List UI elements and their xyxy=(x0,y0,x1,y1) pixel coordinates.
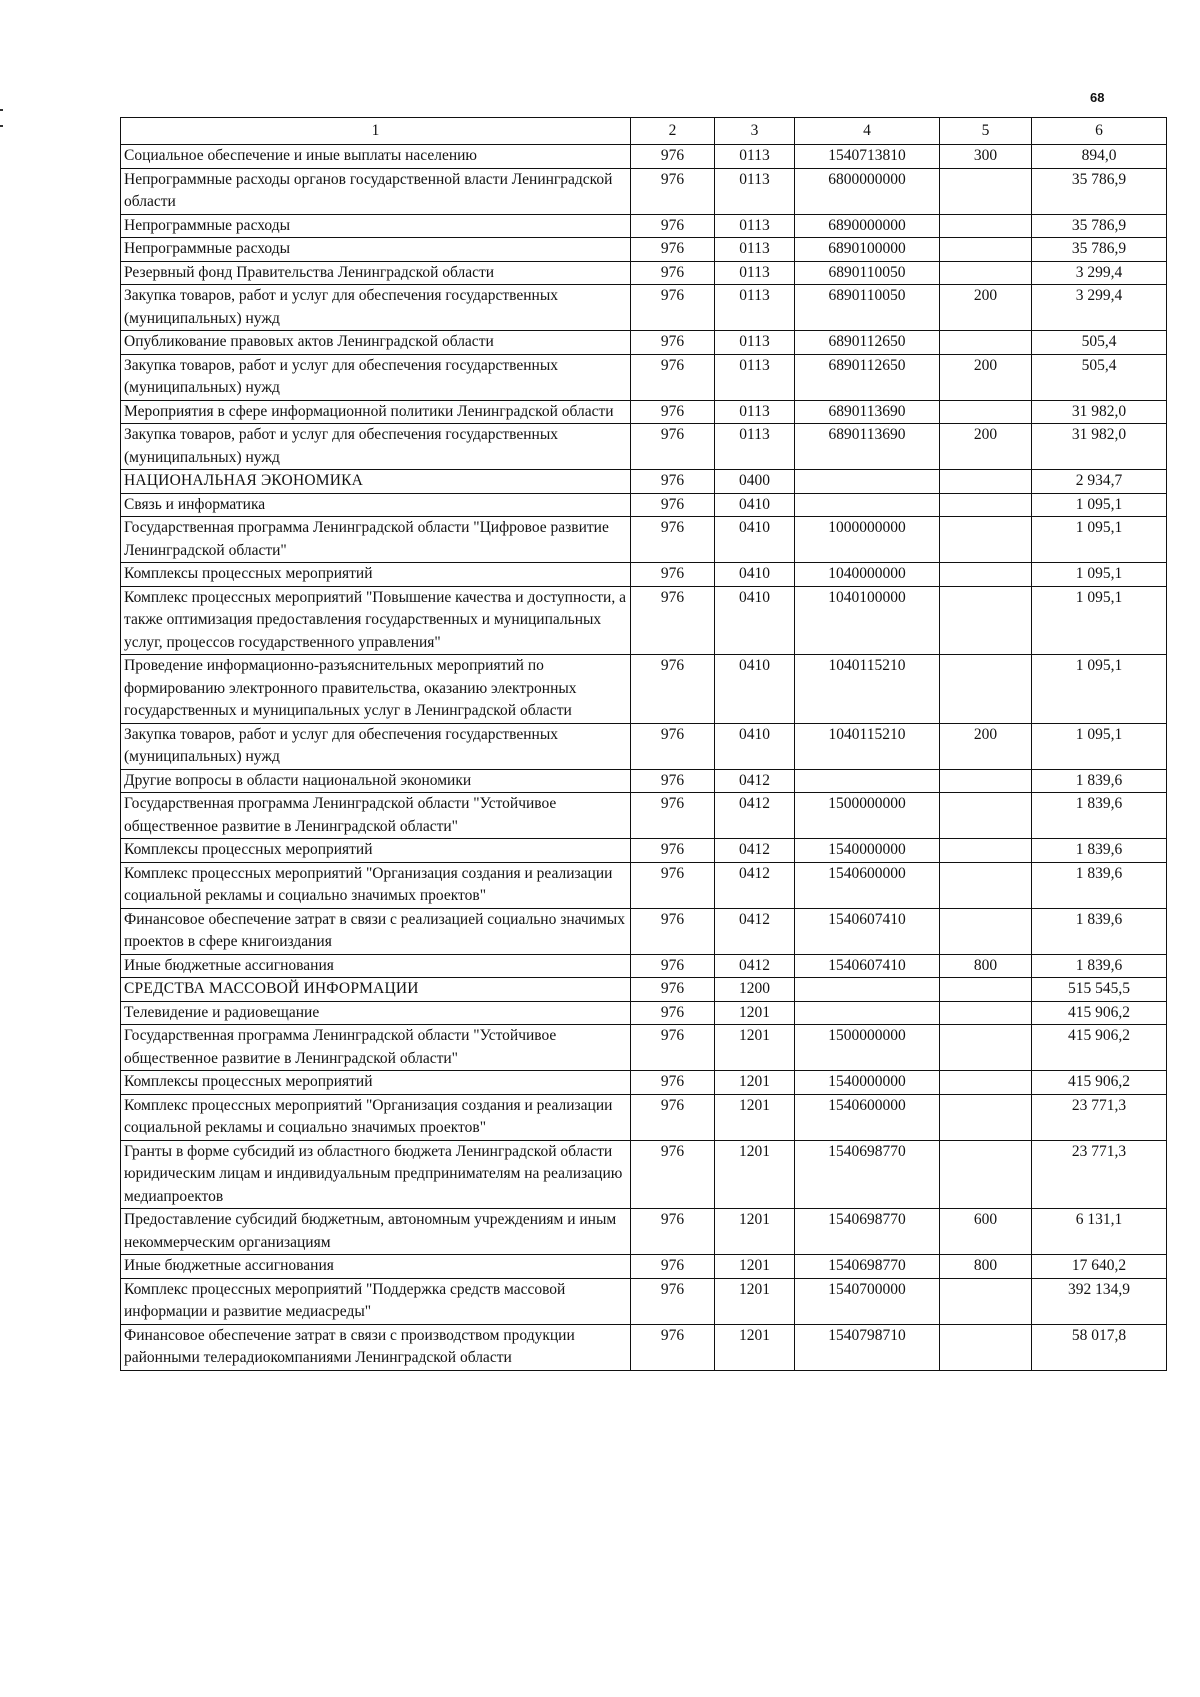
cell-expense-type-code: 200 xyxy=(940,723,1032,769)
cell-section-code: 0410 xyxy=(715,493,795,517)
header-cell-1: 1 xyxy=(121,118,631,145)
table-row xyxy=(121,908,1167,954)
table-row xyxy=(121,400,1167,424)
cell-expense-type-code xyxy=(940,978,1032,1002)
cell-amount: 31 982,0 xyxy=(1032,424,1167,470)
cell-expense-type-code: 600 xyxy=(940,1209,1032,1255)
cell-expense-type-code xyxy=(940,1094,1032,1140)
cell-section-code: 1201 xyxy=(715,1255,795,1279)
cell-name: Финансовое обеспечение затрат в связи с производством продукции районными телерадиокомпаниями Ленинградской области xyxy=(121,1324,631,1370)
cell-section-code: 1201 xyxy=(715,1209,795,1255)
table-row xyxy=(121,563,1167,587)
cell-target-item-code: 1500000000 xyxy=(795,793,940,839)
cell-department-code: 976 xyxy=(631,261,715,285)
cell-expense-type-code xyxy=(940,493,1032,517)
cell-target-item-code: 1540698770 xyxy=(795,1209,940,1255)
cell-amount: 35 786,9 xyxy=(1032,168,1167,214)
cell-amount: 415 906,2 xyxy=(1032,1071,1167,1095)
table-row xyxy=(121,1025,1167,1071)
cell-target-item-code: 1540798710 xyxy=(795,1324,940,1370)
cell-department-code: 976 xyxy=(631,723,715,769)
cell-expense-type-code xyxy=(940,214,1032,238)
header-cell-4: 4 xyxy=(795,118,940,145)
cell-name: Комплекс процессных мероприятий "Организация создания и реализации социальной рекламы и социально значимых проектов" xyxy=(121,1094,631,1140)
cell-expense-type-code xyxy=(940,1324,1032,1370)
cell-target-item-code: 1540698770 xyxy=(795,1255,940,1279)
cell-expense-type-code: 800 xyxy=(940,954,1032,978)
cell-amount: 1 839,6 xyxy=(1032,839,1167,863)
cell-expense-type-code: 800 xyxy=(940,1255,1032,1279)
cell-section-code: 0412 xyxy=(715,862,795,908)
table-row xyxy=(121,517,1167,563)
cell-department-code: 976 xyxy=(631,424,715,470)
cell-section-code: 0412 xyxy=(715,839,795,863)
cell-amount: 1 839,6 xyxy=(1032,793,1167,839)
cell-amount: 3 299,4 xyxy=(1032,285,1167,331)
cell-expense-type-code xyxy=(940,261,1032,285)
cell-section-code: 0113 xyxy=(715,424,795,470)
cell-name: Финансовое обеспечение затрат в связи с реализацией социально значимых проектов в сфере книгоиздания xyxy=(121,908,631,954)
cell-section-code: 0400 xyxy=(715,470,795,494)
cell-amount: 3 299,4 xyxy=(1032,261,1167,285)
cell-name: Комплекс процессных мероприятий "Организация создания и реализации социальной рекламы и социально значимых проектов" xyxy=(121,862,631,908)
cell-name: Гранты в форме субсидий из областного бюджета Ленинградской области юридическим лицам и индивидуальным предпринимателям на реализацию медиапроектов xyxy=(121,1140,631,1209)
cell-name: Комплексы процессных мероприятий xyxy=(121,839,631,863)
table-body xyxy=(121,145,1167,1371)
cell-department-code: 976 xyxy=(631,400,715,424)
cell-amount: 1 095,1 xyxy=(1032,586,1167,655)
cell-department-code: 976 xyxy=(631,470,715,494)
cell-department-code: 976 xyxy=(631,839,715,863)
cell-department-code: 976 xyxy=(631,331,715,355)
cell-amount: 2 934,7 xyxy=(1032,470,1167,494)
budget-table xyxy=(120,117,1167,1371)
cell-section-code: 0113 xyxy=(715,354,795,400)
cell-amount: 31 982,0 xyxy=(1032,400,1167,424)
cell-target-item-code: 1040115210 xyxy=(795,723,940,769)
cell-section-code: 0113 xyxy=(715,285,795,331)
cell-section-code: 0113 xyxy=(715,400,795,424)
cell-target-item-code xyxy=(795,769,940,793)
cell-name: Предоставление субсидий бюджетным, автономным учреждениям и иным некоммерческим организациям xyxy=(121,1209,631,1255)
cell-amount: 23 771,3 xyxy=(1032,1140,1167,1209)
cell-department-code: 976 xyxy=(631,908,715,954)
cell-section-code: 0113 xyxy=(715,261,795,285)
cell-department-code: 976 xyxy=(631,145,715,169)
cell-target-item-code: 1040100000 xyxy=(795,586,940,655)
cell-amount: 1 839,6 xyxy=(1032,908,1167,954)
table-row xyxy=(121,723,1167,769)
cell-expense-type-code: 300 xyxy=(940,145,1032,169)
table-row xyxy=(121,655,1167,724)
table-row xyxy=(121,470,1167,494)
cell-amount: 35 786,9 xyxy=(1032,214,1167,238)
cell-department-code: 976 xyxy=(631,563,715,587)
cell-expense-type-code xyxy=(940,586,1032,655)
cell-amount: 515 545,5 xyxy=(1032,978,1167,1002)
cell-section-code: 0113 xyxy=(715,145,795,169)
cell-target-item-code: 1540600000 xyxy=(795,1094,940,1140)
cell-amount: 505,4 xyxy=(1032,331,1167,355)
cell-department-code: 976 xyxy=(631,214,715,238)
cell-expense-type-code xyxy=(940,563,1032,587)
cell-target-item-code: 6890112650 xyxy=(795,331,940,355)
cell-name: Закупка товаров, работ и услуг для обеспечения государственных (муниципальных) нужд xyxy=(121,354,631,400)
cell-name: Проведение информационно-разъяснительных мероприятий по формированию электронного правительства, оказанию электронных государственных и муниципальных услуг в Ленинградской области xyxy=(121,655,631,724)
cell-amount: 1 095,1 xyxy=(1032,655,1167,724)
table-row xyxy=(121,1140,1167,1209)
cell-amount: 17 640,2 xyxy=(1032,1255,1167,1279)
cell-name: Социальное обеспечение и иные выплаты населению xyxy=(121,145,631,169)
header-cell-5: 5 xyxy=(940,118,1032,145)
cell-section-code: 0412 xyxy=(715,769,795,793)
cell-expense-type-code xyxy=(940,400,1032,424)
table-row xyxy=(121,793,1167,839)
cell-amount: 1 839,6 xyxy=(1032,954,1167,978)
cell-section-code: 0410 xyxy=(715,586,795,655)
table-row xyxy=(121,839,1167,863)
cell-name: Иные бюджетные ассигнования xyxy=(121,954,631,978)
cell-amount: 1 095,1 xyxy=(1032,517,1167,563)
cell-amount: 505,4 xyxy=(1032,354,1167,400)
cell-name: СРЕДСТВА МАССОВОЙ ИНФОРМАЦИИ xyxy=(121,978,631,1002)
table-row xyxy=(121,1255,1167,1279)
cell-name: Государственная программа Ленинградской области "Цифровое развитие Ленинградской области" xyxy=(121,517,631,563)
cell-target-item-code: 1540698770 xyxy=(795,1140,940,1209)
cell-amount: 23 771,3 xyxy=(1032,1094,1167,1140)
cell-section-code: 1200 xyxy=(715,978,795,1002)
table-row xyxy=(121,1278,1167,1324)
table-row xyxy=(121,586,1167,655)
cell-department-code: 976 xyxy=(631,354,715,400)
cell-target-item-code: 6890110050 xyxy=(795,261,940,285)
cell-target-item-code: 1540700000 xyxy=(795,1278,940,1324)
cell-department-code: 976 xyxy=(631,285,715,331)
cell-target-item-code xyxy=(795,1001,940,1025)
cell-name: Комплексы процессных мероприятий xyxy=(121,563,631,587)
table-row xyxy=(121,285,1167,331)
cell-expense-type-code xyxy=(940,1025,1032,1071)
cell-target-item-code xyxy=(795,470,940,494)
cell-expense-type-code xyxy=(940,839,1032,863)
cell-name: Комплекс процессных мероприятий "Поддержка средств массовой информации и развитие медиасреды" xyxy=(121,1278,631,1324)
cell-amount: 894,0 xyxy=(1032,145,1167,169)
cell-department-code: 976 xyxy=(631,238,715,262)
cell-section-code: 1201 xyxy=(715,1071,795,1095)
table-row xyxy=(121,1324,1167,1370)
cell-target-item-code: 1540000000 xyxy=(795,1071,940,1095)
cell-department-code: 976 xyxy=(631,1278,715,1324)
cell-section-code: 0412 xyxy=(715,793,795,839)
table-row xyxy=(121,238,1167,262)
cell-expense-type-code: 200 xyxy=(940,354,1032,400)
cell-amount: 6 131,1 xyxy=(1032,1209,1167,1255)
table-row xyxy=(121,1209,1167,1255)
table-row xyxy=(121,1071,1167,1095)
cell-name: Иные бюджетные ассигнования xyxy=(121,1255,631,1279)
cell-section-code: 0410 xyxy=(715,517,795,563)
cell-section-code: 0412 xyxy=(715,908,795,954)
table-row xyxy=(121,1001,1167,1025)
table-row xyxy=(121,214,1167,238)
table-row xyxy=(121,168,1167,214)
table-row xyxy=(121,954,1167,978)
cell-expense-type-code xyxy=(940,331,1032,355)
cell-section-code: 0410 xyxy=(715,723,795,769)
cell-expense-type-code xyxy=(940,769,1032,793)
cell-amount: 35 786,9 xyxy=(1032,238,1167,262)
scan-edge-mark xyxy=(0,105,3,135)
cell-amount: 415 906,2 xyxy=(1032,1001,1167,1025)
cell-target-item-code: 6890100000 xyxy=(795,238,940,262)
cell-section-code: 0410 xyxy=(715,563,795,587)
table-row xyxy=(121,493,1167,517)
header-row xyxy=(121,118,1167,145)
cell-target-item-code xyxy=(795,978,940,1002)
cell-expense-type-code xyxy=(940,862,1032,908)
cell-name: Государственная программа Ленинградской области "Устойчивое общественное развитие в Ленинградской области" xyxy=(121,793,631,839)
cell-section-code: 0410 xyxy=(715,655,795,724)
cell-section-code: 1201 xyxy=(715,1324,795,1370)
cell-target-item-code: 6890000000 xyxy=(795,214,940,238)
cell-target-item-code: 1540607410 xyxy=(795,954,940,978)
cell-amount: 415 906,2 xyxy=(1032,1025,1167,1071)
cell-section-code: 0412 xyxy=(715,954,795,978)
cell-target-item-code: 6800000000 xyxy=(795,168,940,214)
cell-section-code: 0113 xyxy=(715,331,795,355)
cell-expense-type-code xyxy=(940,1278,1032,1324)
cell-department-code: 976 xyxy=(631,793,715,839)
cell-target-item-code: 1500000000 xyxy=(795,1025,940,1071)
cell-expense-type-code: 200 xyxy=(940,424,1032,470)
cell-department-code: 976 xyxy=(631,493,715,517)
cell-department-code: 976 xyxy=(631,1140,715,1209)
cell-name: Резервный фонд Правительства Ленинградской области xyxy=(121,261,631,285)
cell-name: Государственная программа Ленинградской области "Устойчивое общественное развитие в Ленинградской области" xyxy=(121,1025,631,1071)
cell-name: Телевидение и радиовещание xyxy=(121,1001,631,1025)
cell-expense-type-code xyxy=(940,1071,1032,1095)
cell-name: Опубликование правовых актов Ленинградской области xyxy=(121,331,631,355)
cell-department-code: 976 xyxy=(631,586,715,655)
cell-department-code: 976 xyxy=(631,1025,715,1071)
cell-department-code: 976 xyxy=(631,517,715,563)
cell-name: Закупка товаров, работ и услуг для обеспечения государственных (муниципальных) нужд xyxy=(121,285,631,331)
cell-department-code: 976 xyxy=(631,978,715,1002)
cell-department-code: 976 xyxy=(631,862,715,908)
cell-amount: 1 839,6 xyxy=(1032,769,1167,793)
table-header xyxy=(121,118,1167,145)
cell-section-code: 1201 xyxy=(715,1278,795,1324)
cell-section-code: 1201 xyxy=(715,1025,795,1071)
cell-name: НАЦИОНАЛЬНАЯ ЭКОНОМИКА xyxy=(121,470,631,494)
table-row xyxy=(121,769,1167,793)
cell-amount: 1 095,1 xyxy=(1032,723,1167,769)
cell-target-item-code: 1540607410 xyxy=(795,908,940,954)
cell-expense-type-code xyxy=(940,1140,1032,1209)
cell-amount: 392 134,9 xyxy=(1032,1278,1167,1324)
cell-target-item-code: 6890112650 xyxy=(795,354,940,400)
cell-name: Закупка товаров, работ и услуг для обеспечения государственных (муниципальных) нужд xyxy=(121,424,631,470)
cell-target-item-code: 1040000000 xyxy=(795,563,940,587)
cell-target-item-code: 1540600000 xyxy=(795,862,940,908)
cell-department-code: 976 xyxy=(631,168,715,214)
header-cell-3: 3 xyxy=(715,118,795,145)
cell-amount: 58 017,8 xyxy=(1032,1324,1167,1370)
cell-expense-type-code xyxy=(940,517,1032,563)
cell-expense-type-code xyxy=(940,470,1032,494)
cell-target-item-code: 6890113690 xyxy=(795,400,940,424)
cell-expense-type-code: 200 xyxy=(940,285,1032,331)
cell-department-code: 976 xyxy=(631,1324,715,1370)
cell-name: Другие вопросы в области национальной экономики xyxy=(121,769,631,793)
cell-expense-type-code xyxy=(940,793,1032,839)
cell-department-code: 976 xyxy=(631,1094,715,1140)
table-row xyxy=(121,978,1167,1002)
page-number: 68 xyxy=(1090,90,1105,105)
cell-expense-type-code xyxy=(940,908,1032,954)
cell-amount: 1 095,1 xyxy=(1032,563,1167,587)
cell-name: Комплексы процессных мероприятий xyxy=(121,1071,631,1095)
cell-name: Мероприятия в сфере информационной политики Ленинградской области xyxy=(121,400,631,424)
cell-target-item-code: 1540000000 xyxy=(795,839,940,863)
cell-name: Непрограммные расходы xyxy=(121,238,631,262)
header-cell-6: 6 xyxy=(1032,118,1167,145)
cell-section-code: 1201 xyxy=(715,1140,795,1209)
cell-section-code: 0113 xyxy=(715,214,795,238)
cell-target-item-code xyxy=(795,493,940,517)
table-row xyxy=(121,424,1167,470)
cell-department-code: 976 xyxy=(631,1001,715,1025)
cell-expense-type-code xyxy=(940,655,1032,724)
cell-target-item-code: 1040115210 xyxy=(795,655,940,724)
cell-expense-type-code xyxy=(940,238,1032,262)
cell-name: Непрограммные расходы xyxy=(121,214,631,238)
cell-department-code: 976 xyxy=(631,1209,715,1255)
cell-section-code: 1201 xyxy=(715,1001,795,1025)
cell-department-code: 976 xyxy=(631,769,715,793)
cell-section-code: 1201 xyxy=(715,1094,795,1140)
cell-department-code: 976 xyxy=(631,1255,715,1279)
cell-expense-type-code xyxy=(940,1001,1032,1025)
cell-department-code: 976 xyxy=(631,655,715,724)
table-row xyxy=(121,354,1167,400)
cell-target-item-code: 6890113690 xyxy=(795,424,940,470)
header-cell-2: 2 xyxy=(631,118,715,145)
table-row xyxy=(121,862,1167,908)
cell-department-code: 976 xyxy=(631,1071,715,1095)
cell-target-item-code: 1000000000 xyxy=(795,517,940,563)
table-row xyxy=(121,145,1167,169)
cell-section-code: 0113 xyxy=(715,238,795,262)
cell-name: Закупка товаров, работ и услуг для обеспечения государственных (муниципальных) нужд xyxy=(121,723,631,769)
cell-amount: 1 095,1 xyxy=(1032,493,1167,517)
cell-name: Связь и информатика xyxy=(121,493,631,517)
cell-department-code: 976 xyxy=(631,954,715,978)
cell-amount: 1 839,6 xyxy=(1032,862,1167,908)
cell-name: Комплекс процессных мероприятий "Повышение качества и доступности, а также оптимизация предоставления государственных и муниципальных услуг, процессов государственного управления" xyxy=(121,586,631,655)
cell-name: Непрограммные расходы органов государственной власти Ленинградской области xyxy=(121,168,631,214)
table-row xyxy=(121,261,1167,285)
table-row xyxy=(121,1094,1167,1140)
cell-target-item-code: 1540713810 xyxy=(795,145,940,169)
table-row xyxy=(121,331,1167,355)
cell-expense-type-code xyxy=(940,168,1032,214)
cell-section-code: 0113 xyxy=(715,168,795,214)
cell-target-item-code: 6890110050 xyxy=(795,285,940,331)
